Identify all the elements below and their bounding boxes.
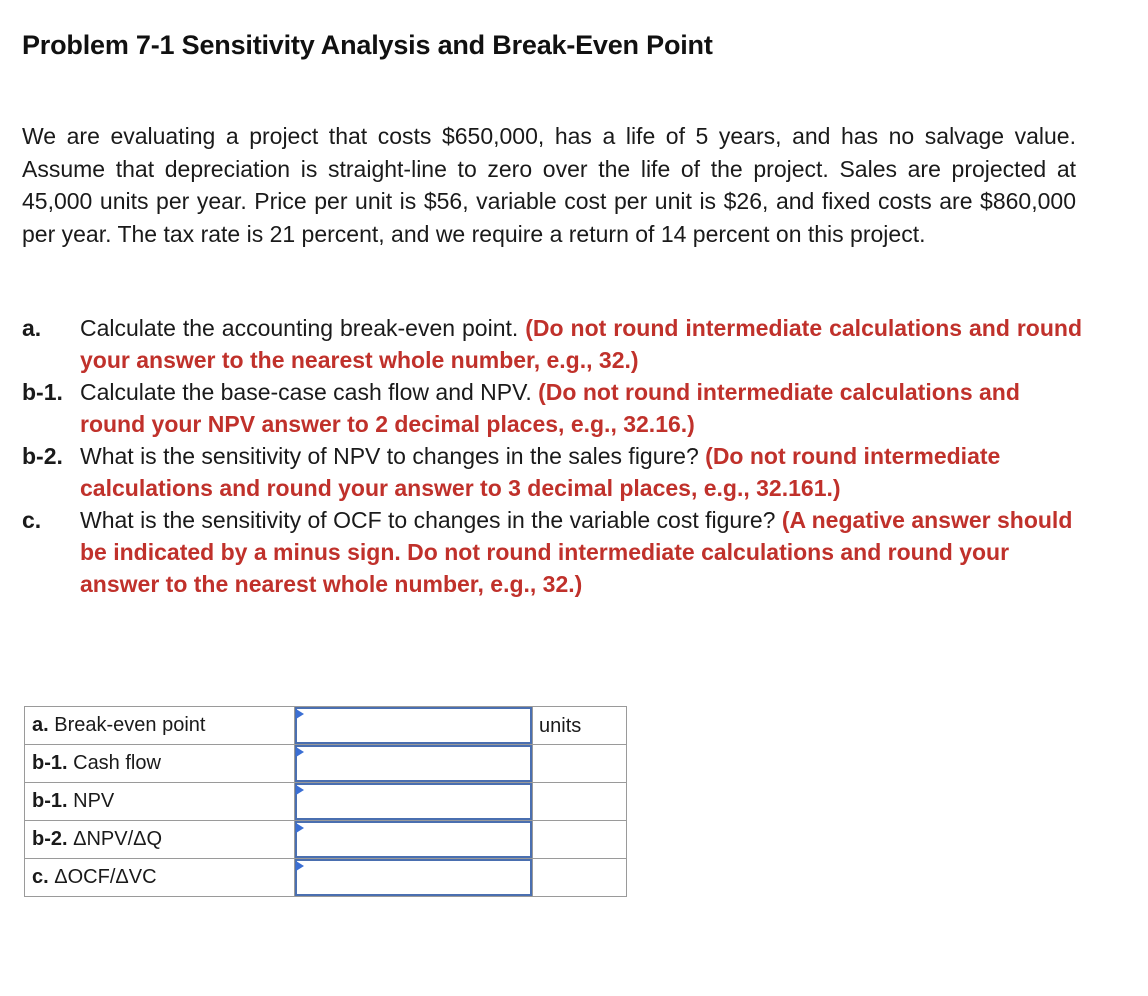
cash-flow-input[interactable] <box>295 745 532 782</box>
question-prompt: What is the sensitivity of NPV to changes in the sales figure? <box>80 443 699 469</box>
row-label <box>25 821 295 859</box>
unit-label <box>533 745 627 783</box>
row-label-prefix: b-2. <box>32 828 68 850</box>
problem-title: Problem 7-1 Sensitivity Analysis and Break-Even Point <box>22 30 713 60</box>
row-label-prefix: b-1. <box>32 790 68 812</box>
question-label: b-2. <box>22 443 63 469</box>
flag-icon <box>296 709 304 719</box>
question-list <box>22 312 1082 600</box>
table-row <box>25 745 627 783</box>
row-label-prefix: c. <box>32 866 49 888</box>
row-label-text: Break-even point <box>48 714 206 736</box>
row-label-text: ΔOCF/ΔVC <box>48 866 157 888</box>
question-hint: (Do not round intermediate calculations and round your answer to the nearest whole number, e.g., 32.) <box>80 315 1082 373</box>
break-even-input[interactable] <box>295 707 532 744</box>
row-label-prefix: b-1. <box>32 752 68 774</box>
table-row <box>25 707 627 745</box>
question-prompt: Calculate the base-case cash flow and NPV. <box>80 379 532 405</box>
unit-label: units <box>533 707 627 745</box>
unit-label <box>533 859 627 897</box>
problem-statement: We are evaluating a project that costs $650,000, has a life of 5 years, and has no salvage value. Assume that depreciation is straight-line to zero over the life of the project. Sales are projected at 45,000 units per year. Price per unit is $56, variable cost per unit is $26, and fixed costs are $860,000 per year. The tax rate is 21 percent, and we require a return of 14 percent on this project. <box>22 123 1076 247</box>
flag-icon <box>296 747 304 757</box>
row-label <box>25 859 295 897</box>
question-item <box>22 312 1082 376</box>
answer-cell <box>295 821 533 859</box>
question-hint: (Do not round intermediate calculations and round your answer to 3 decimal places, e.g., 32.161.) <box>80 443 1001 501</box>
question-text <box>80 376 1082 440</box>
question-text <box>80 440 1082 504</box>
question-hint: (A negative answer should be indicated by a minus sign. Do not round intermediate calculations and round your answer to the nearest whole number, e.g., 32.) <box>80 507 1073 597</box>
question-item <box>22 504 1082 600</box>
table-row <box>25 783 627 821</box>
table-row <box>25 821 627 859</box>
flag-icon <box>296 785 304 795</box>
answer-cell <box>295 783 533 821</box>
question-label: c. <box>22 507 42 533</box>
row-label <box>25 783 295 821</box>
unit-label <box>533 783 627 821</box>
question-prompt: Calculate the accounting break-even point. <box>80 315 519 341</box>
question-hint: (Do not round intermediate calculations and round your NPV answer to 2 decimal places, e.g., 32.16.) <box>80 379 1020 437</box>
answer-cell <box>295 745 533 783</box>
row-label-prefix: a. <box>32 714 49 736</box>
question-item <box>22 440 1082 504</box>
question-label: b-1. <box>22 379 63 405</box>
unit-label <box>533 821 627 859</box>
row-label-text: ΔNPV/ΔQ <box>67 828 163 850</box>
npv-input[interactable] <box>295 783 532 820</box>
npv-sensitivity-input[interactable] <box>295 821 532 858</box>
question-text <box>80 504 1082 600</box>
answer-cell <box>295 707 533 745</box>
question-text <box>80 312 1082 376</box>
flag-icon <box>296 861 304 871</box>
ocf-sensitivity-input[interactable] <box>295 859 532 896</box>
row-label-text: Cash flow <box>67 752 161 774</box>
row-label <box>25 745 295 783</box>
question-prompt: What is the sensitivity of OCF to changes in the variable cost figure? <box>80 507 776 533</box>
table-row <box>25 859 627 897</box>
flag-icon <box>296 823 304 833</box>
answer-cell <box>295 859 533 897</box>
question-label: a. <box>22 315 42 341</box>
answer-table <box>24 706 627 897</box>
row-label-text: NPV <box>67 790 115 812</box>
question-item <box>22 376 1082 440</box>
row-label <box>25 707 295 745</box>
